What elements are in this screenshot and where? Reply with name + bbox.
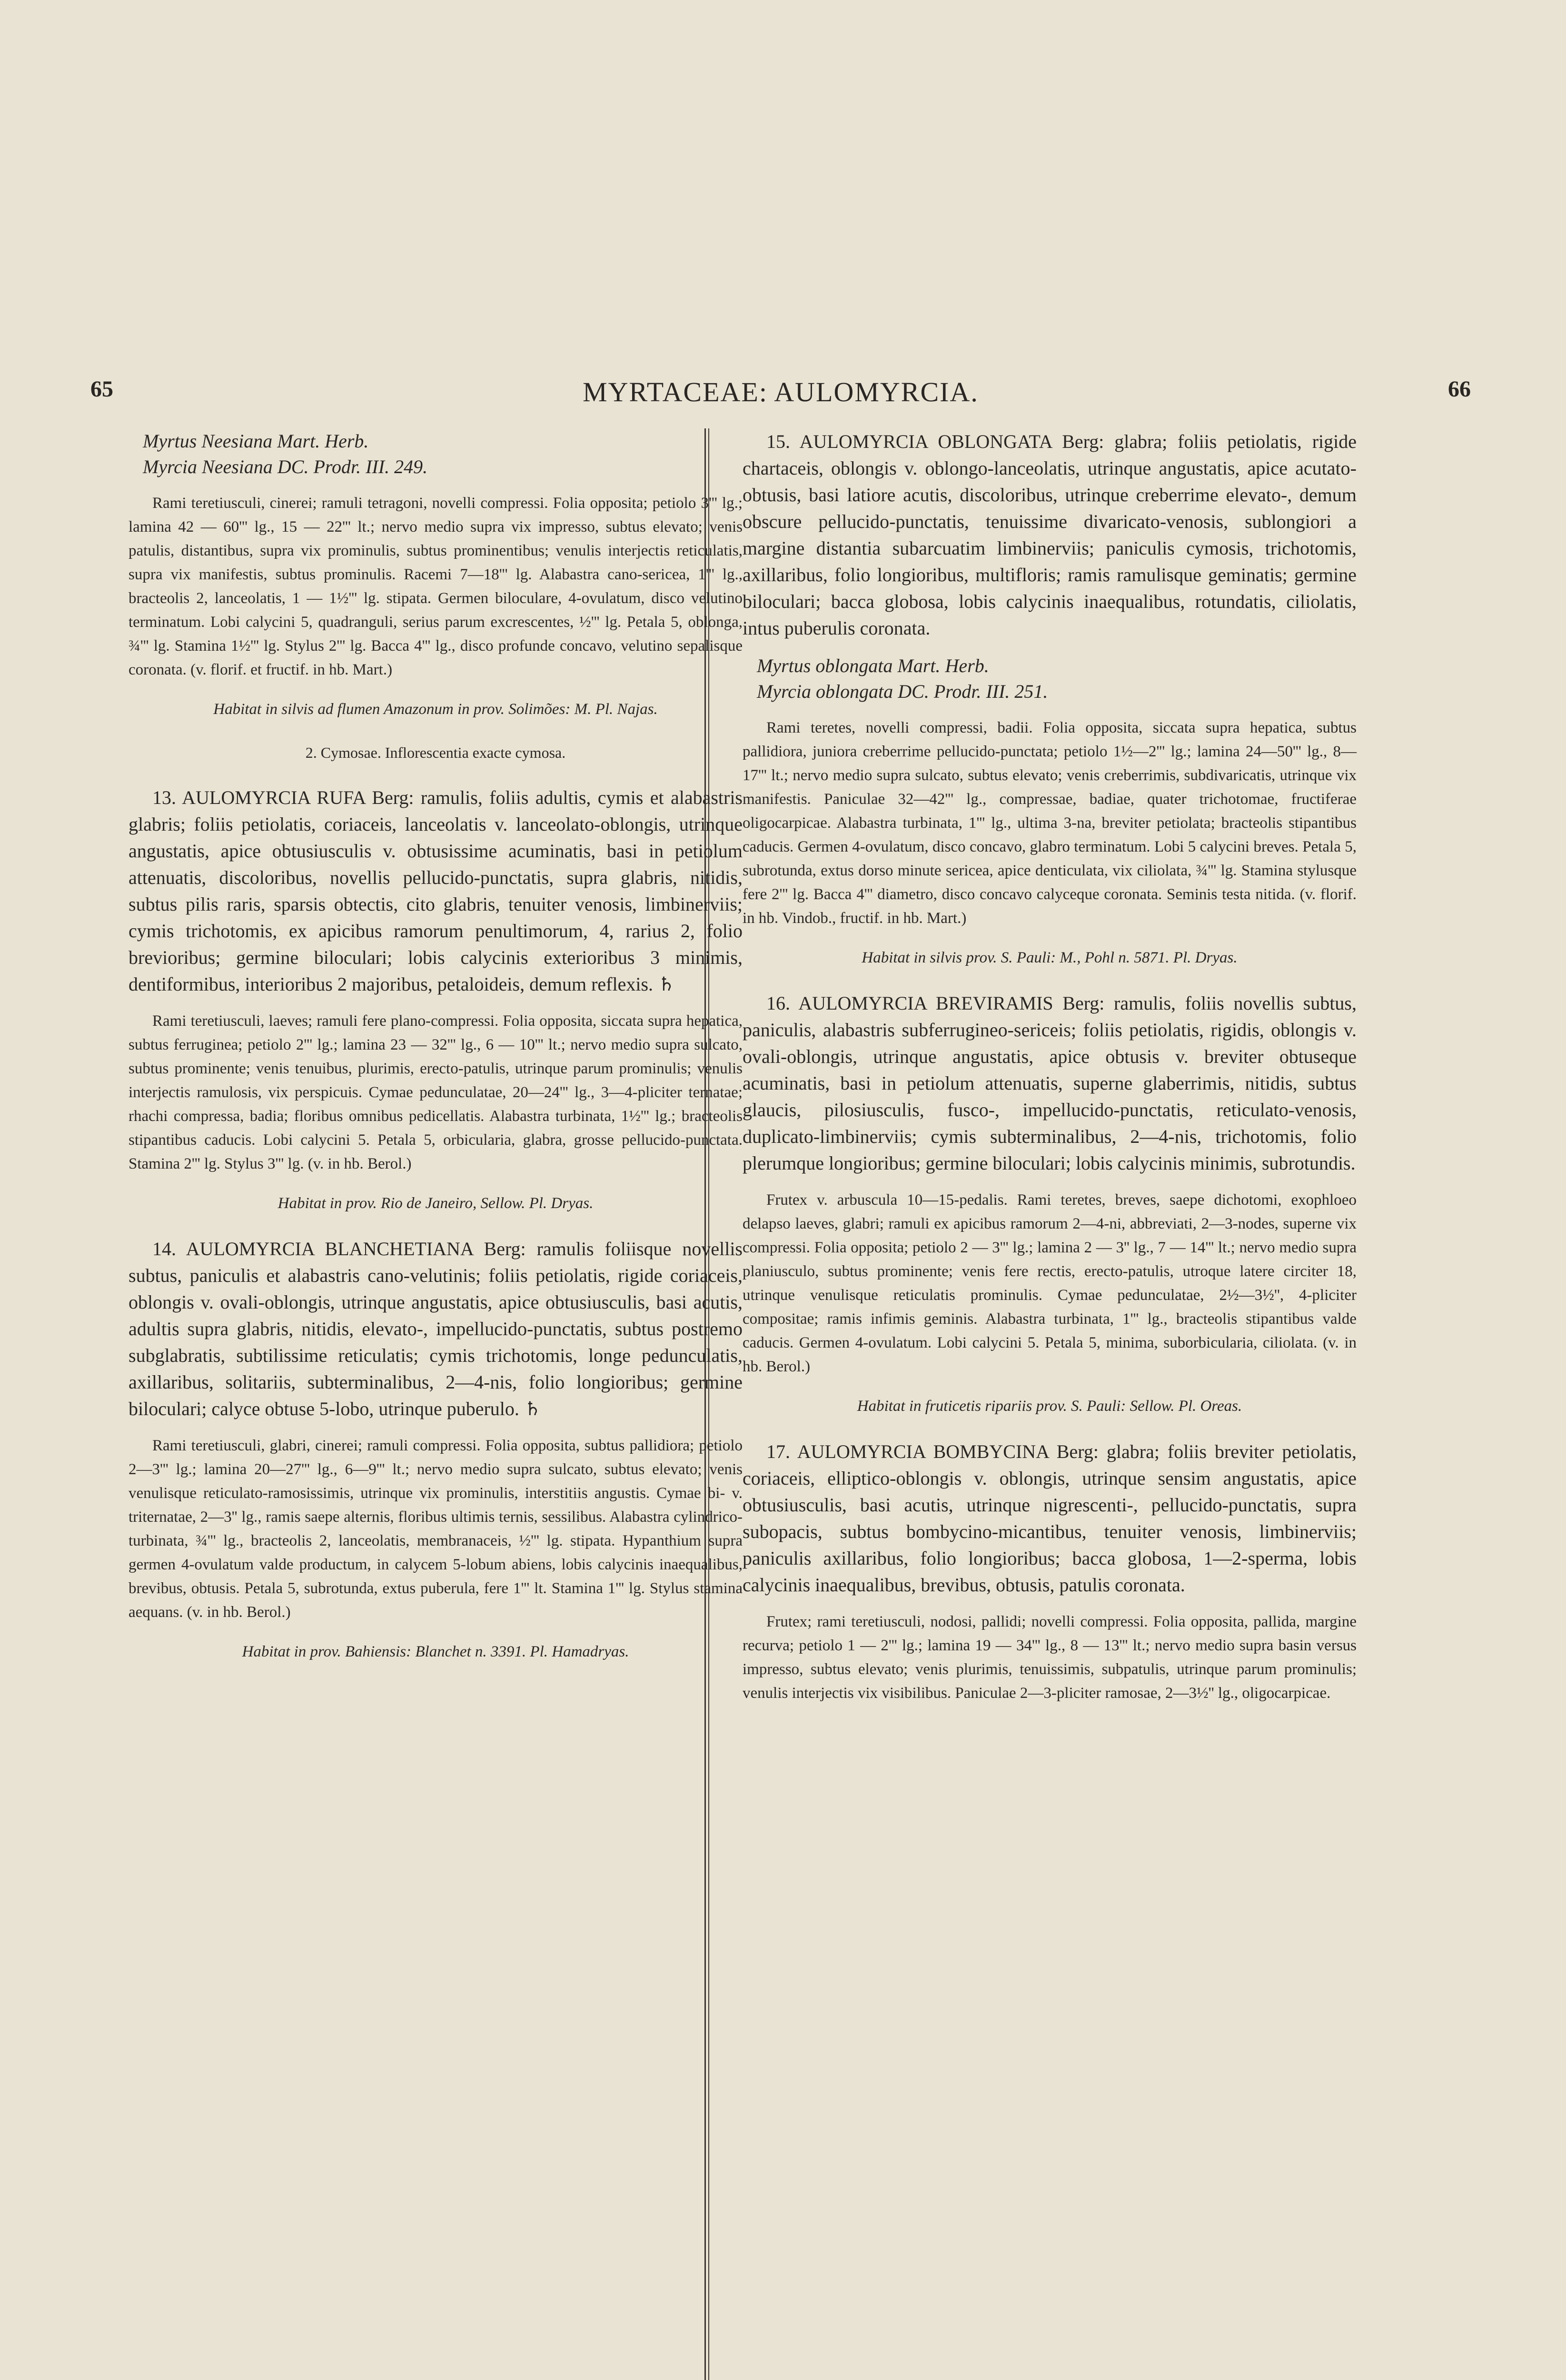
species-16-diagnosis: 16. AULOMYRCIA BREVIRAMIS Berg: ramulis, foliis novellis subtus, paniculis, alabastris subferrugineo-sericeis; foliis petiolatis, rigidis, oblongis v. ovali-oblongis, utrinque angustatis, apice obtusis v. breviter obtuseque acuminatis, basi in petiolum attenuatis, superne glaberrimis, nitidis, subtus glaucis, pilosiusculis, fusco-, impellucido-punctatis, reticulato-venosis, duplicato-limbinerviis; cymis subterminalibus, 2—4-nis, trichotomis, folio plerumque longioribus; germine biloculari; lobis calycinis minimis, subrotundis. [743, 992, 1357, 1174]
species-13-diagnosis: 13. AULOMYRCIA RUFA Berg: ramulis, foliis adultis, cymis et alabastris glabris; foliis petiolatis, coriaceis, lanceolatis v. lanceolato-oblongis, utrinque angustatis, apice obtusiusculis v. obtusissime acuminatis, basi in petiolum attenuatis, discoloribus, novellis pellucido-punctatis, supra glabris, nitidis, subtus pilis raris, sparsis obtectis, cito glabris, tenuiter venosis, limbinerviis; cymis trichotomis, ex apicibus ramorum penultimorum, 4, rarius 2, folio brevioribus; germine biloculari; lobis calycinis exterioribus 3 minimis, dentiformibus, interioribus 2 majoribus, petaloideis, demum reflexis. ♄ [129, 787, 743, 995]
species-13-description: Rami teretiusculi, laeves; ramuli fere plano-compressi. Folia opposita, siccata supra hepatica, subtus ferruginea; petiolo 2''' lg.; lamina 23 — 32''' lg., 6 — 10''' lt.; nervo medio supra sulcato, subtus prominente; venis tenuibus, plurimis, erecto-patulis, utrinque parum prominulis; venulis interjectis ramulosis, vix perspicuis. Cymae pedunculatae, 20—24''' lg., 3—4-pliciter ternatae; rhachi compressa, badia; floribus omnibus pedicellatis. Alabastra turbinata, 1½''' lg.; bracteolis stipantibus caducis. Lobi calycini 5. Petala 5, orbicularia, glabra, grosse pellucido-punctata. Stamina 2''' lg. Stylus 3''' lg. (v. in hb. Berol.) [129, 1012, 743, 1172]
right-page-number: 66 [1448, 377, 1471, 402]
species-15-description: Rami teretes, novelli compressi, badii. Folia opposita, siccata supra hepatica, subtus pallidiora, juniora creberrime pellucido-punctata; petiolo 1½—2''' lg.; lamina 24—50''' lg., 8—17''' lt.; nervo medio supra sulcato, subtus elevato; venis creberrimis, subdivaricatis, utrinque vix manifestis. Paniculae 32—42''' lg., compressae, badiae, quater trichotomae, fructiferae oligocarpicae. Alabastra turbinata, 1''' lg., ultima 3-na, breviter petiolata; bracteolis stipantibus caducis. Germen 4-ovulatum, disco concavo, glabro terminatum. Lobi 5 calycini breves. Petala 5, subrotunda, extus dorso minute sericea, apice denticulata, vix ciliolata, ¾''' lg. Stamina stylusque fere 2''' lg. Bacca 4''' diametro, disco concavo calyceque coronata. Seminis testa nitida. (v. florif. in hb. Vindob., fructif. in hb. Mart.) [743, 719, 1357, 927]
species-14-description: Rami teretiusculi, glabri, cinerei; ramuli compressi. Folia opposita, subtus pallidiora; petiolo 2—3''' lg.; lamina 20—27''' lg., 6—9''' lt.; nervo medio supra sulcato, subtus elevato; venis venulisque reticulato-ramosissimis, utrinque vix prominulis, interstitiis angustis. Cymae bi- v. triternatae, 2—3'' lg., ramis saepe alternis, floribus ultimis ternis, sessilibus. Alabastra cylindrico-turbinata, ¾''' lg., bracteolis 2, lanceolatis, membranaceis, ½''' lg. stipata. Hypanthium supra germen 4-ovulatum valde productum, in calycem 5-lobum abiens, lobis calycinis inaequalibus, brevibus, obtusis. Petala 5, subrotunda, extus puberula, fere 1''' lt. Stamina 1''' lg. Stylus stamina aequans. (v. in hb. Berol.) [129, 1437, 743, 1621]
section-cymosae: 2. Cymosae. Inflorescentia exacte cymosa. [305, 744, 566, 761]
species-17-description: Frutex; rami teretiusculi, nodosi, pallidi; novelli compressi. Folia opposita, pallida, margine recurva; petiolo 1 — 2''' lg.; lamina 19 — 34''' lg., 8 — 13''' lt.; nervo medio supra basin versus impresso, subtus elevato; venis plurimis, tenuissimis, subpatulis, utrinque parum prominulis; venulis interjectis vix visibilibus. Paniculae 2—3-pliciter ramosae, 2—3½'' lg., oligocarpicae. [743, 1613, 1357, 1702]
synonym-myrcia-neesiana: Myrcia Neesiana DC. Prodr. III. 249. [143, 456, 428, 477]
left-page-number: 65 [90, 377, 113, 402]
species-15-habitat: Habitat in silvis prov. S. Pauli: M., Pohl n. 5871. Pl. Dryas. [862, 949, 1238, 966]
species-16-habitat: Habitat in fruticetis ripariis prov. S. Pauli: Sellow. Pl. Oreas. [857, 1398, 1242, 1415]
species-15-diagnosis: 15. AULOMYRCIA OBLONGATA Berg: glabra; foliis petiolatis, rigide chartaceis, oblongis v. oblongo-lanceolatis, utrinque angustatis, apice acutato-obtusis, basi latiore acutis, discoloribus, utrinque creberrime elevato-, demum obscure pellucido-punctatis, tenuissime divaricato-venosis, sublongiori a margine distantia subarcuatim limbinerviis; paniculis cymosis, trichotomis, axillaribus, folio longioribus, multifloris; ramis ramulisque geminatis; germine biloculari; bacca globosa, lobis calycinis inaequalibus, rotundatis, ciliolatis, intus puberulis coronata. [743, 431, 1357, 639]
running-header [90, 376, 1471, 414]
synonym-myrcia-oblongata: Myrcia oblongata DC. Prodr. III. 251. [757, 681, 1048, 702]
synonym-myrtus-neesiana: Myrtus Neesiana Mart. Herb. [143, 430, 369, 452]
description-neesiana: Rami teretiusculi, cinerei; ramuli tetragoni, novelli compressi. Folia opposita; petiolo 3''' lg.; lamina 42 — 60''' lg., 15 — 22''' lt.; nervo medio supra vix impresso, subtus elevato; venis patulis, distantibus, supra vix prominulis, subtus prominentibus; venulis interjectis reticulatis, supra vix manifestis, subtus prominulis. Racemi 7—18''' lg. Alabastra cano-sericea, 1''' lg., bracteolis 2, lanceolatis, 1 — 1½''' lg. stipata. Germen biloculare, 4-ovulatum, disco velutino terminatum. Lobi calycini 5, quadranguli, serius parum excrescentes, ½''' lg. Petala 5, oblonga, ¾''' lg. Stamina 1½''' lg. Stylus 2''' lg. Bacca 4''' lg., disco profunde concavo, velutino sepalisque coronata. (v. florif. et fructif. in hb. Mart.) [129, 495, 743, 678]
species-14-habitat: Habitat in prov. Bahiensis: Blanchet n. 3391. Pl. Hamadryas. [242, 1643, 629, 1660]
species-16-description: Frutex v. arbuscula 10—15-pedalis. Rami teretes, breves, saepe dichotomi, exophloeo delapso laeves, glabri; ramuli ex apicibus ramorum 2—4-ni, abbreviati, 2—3-nodes, superne vix compressi. Folia opposita; petiolo 2 — 3''' lg.; lamina 2 — 3'' lg., 7 — 14''' lt.; nervo medio supra planiusculo, subtus prominente; venis fere rectis, erecto-patulis, utroque latere circiter 18, utrinque venulisque reticulatis prominulis. Cymae pedunculatae, 2½—3½'', 4-pliciter compositae; ramis infimis geminis. Alabastra turbinata, 1''' lg., bracteolis stipantibus valde caducis. Germen 4-ovulatum. Lobi calycini 5. Petala 5, minima, suborbicularia, ciliolata. (v. in hb. Berol.) [743, 1191, 1357, 1375]
left-column [129, 428, 743, 1663]
habitat-neesiana: Habitat in silvis ad flumen Amazonum in prov. Solimões: M. Pl. Najas. [213, 701, 658, 718]
synonym-myrtus-oblongata: Myrtus oblongata Mart. Herb. [757, 655, 989, 676]
species-14-diagnosis: 14. AULOMYRCIA BLANCHETIANA Berg: ramulis foliisque novellis subtus, paniculis et alabastris cano-velutinis; foliis petiolatis, rigide coriaceis, oblongis v. ovali-oblongis, utrinque angustatis, apice obtusiusculis, basi acutis, adultis supra glabris, nitidis, elevato-, impellucido-punctatis, subtus postremo subglabratis, subtilissime reticulatis; cymis trichotomis, longe pedunculatis, axillaribus, solitariis, subterminalibus, 2—4-nis, folio longioribus; germine biloculari; calyce obtuse 5-lobo, utrinque puberulo. ♄ [129, 1238, 743, 1419]
species-13-habitat: Habitat in prov. Rio de Janeiro, Sellow. Pl. Dryas. [278, 1195, 594, 1212]
right-column [743, 428, 1357, 1705]
running-title: MYRTACEAE: AULOMYRCIA. [583, 377, 979, 407]
species-17-diagnosis: 17. AULOMYRCIA BOMBYCINA Berg: glabra; foliis breviter petiolatis, coriaceis, elliptico-oblongis v. oblongis, utrinque sensim angustatis, apice obtusiusculis, basi acutis, utrinque nigrescenti-, pellucido-punctatis, supra subopacis, subtus bombycino-micantibus, tenuiter venosis, limbinerviis; paniculis axillaribus, folio longioribus; bacca globosa, 1—2-sperma, lobis calycinis inaequalibus, brevibus, obtusis, patulis coronata. [743, 1441, 1357, 1596]
